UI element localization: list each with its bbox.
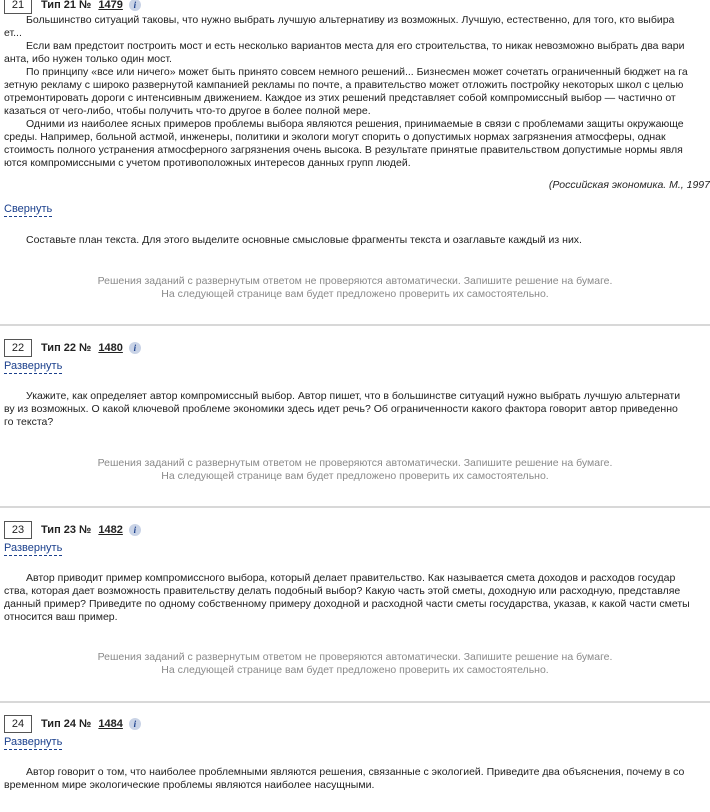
task-number: 21 <box>4 0 32 14</box>
task-type-label: Тип 24 № <box>41 717 92 730</box>
text-line: отремонтировать дороги с интенсивным движением. Каждое из этих решений представляет собой компромиссный выбор — частично от <box>4 92 676 104</box>
text-line: Одними из наиболее ясных примеров проблемы выбора являются решения, принимаемые в связи с проблемами защиты окружающе <box>26 118 684 130</box>
task-type-label: Тип 21 № <box>41 0 92 11</box>
expand-toggle[interactable]: Развернуть <box>4 736 63 748</box>
task-id-link[interactable]: 1479 <box>98 0 123 11</box>
text-line: зетную рекламу с широко развернутой кампанией рекламы по почте, а правительство может отложить постройку некоторых школ с целью <box>4 79 684 91</box>
task-id-link[interactable]: 1480 <box>98 341 123 354</box>
question-line: Автор говорит о том, что наиболее проблемными являются решения, связанные с экологией. Приведите два объяснения, почему в со <box>26 766 685 778</box>
info-icon[interactable]: i <box>129 524 141 536</box>
note-line: На следующей странице вам будет предложено проверить их самостоятельно. <box>161 664 549 676</box>
task-number: 23 <box>4 521 32 539</box>
task-header <box>4 339 141 357</box>
task-header <box>4 521 141 539</box>
task-type <box>41 524 123 537</box>
note-line: На следующей странице вам будет предложено проверить их самостоятельно. <box>161 288 549 300</box>
text-line: Если вам предстоит построить мост и есть несколько вариантов места для его строительства, то никак невозможно выбрать два вари <box>26 40 685 52</box>
info-icon[interactable]: i <box>129 718 141 730</box>
task-question <box>4 572 710 624</box>
task-text <box>4 14 710 170</box>
text-line: ет... <box>4 27 22 39</box>
task-number: 24 <box>4 715 32 733</box>
note-line: Решения заданий с развернутым ответом не проверяются автоматически. Запишите решение на бумаге. <box>97 651 613 663</box>
note-line: Решения заданий с развернутым ответом не проверяются автоматически. Запишите решение на бумаге. <box>97 275 613 287</box>
question-line: Автор приводит пример компромиссного выбора, который делает правительство. Как называется смета доходов и расходов государ <box>26 572 676 584</box>
text-line: Большинство ситуаций таковы, что нужно выбрать лучшую альтернативу из возможных. Лучшую, естественно, для того, кто выбира <box>26 14 675 26</box>
note-line: Решения заданий с развернутым ответом не проверяются автоматически. Запишите решение на бумаге. <box>97 457 613 469</box>
text-line: среды. Например, больной астмой, инженеры, политики и экологи могут спорить о допустимых нормах загрязнения атмосферы, однак <box>4 131 666 143</box>
task-type <box>41 718 123 731</box>
question-line: данный пример? Приведите по одному собственному примеру доходной и расходной части сметы государства, указав, к какой части сметы <box>4 598 690 610</box>
info-icon[interactable]: i <box>129 342 141 354</box>
task-id-link[interactable]: 1484 <box>98 717 123 730</box>
text-line: стоимость полного устранения атмосферного загрязнения очень высока. В результате принятые правительством допустимые нормы явля <box>4 144 683 156</box>
question-line: Укажите, как определяет автор компромиссный выбор. Автор пишет, что в большинстве ситуаций нужно выбрать лучшую альтернати <box>26 390 681 402</box>
info-icon[interactable]: i <box>129 0 141 11</box>
text-line: ются компромиссными с учетом противоположных интересов данных групп людей. <box>4 157 411 169</box>
task-header <box>4 715 141 733</box>
auto-check-note <box>0 651 710 677</box>
question-line: го текста? <box>4 416 54 428</box>
question-line: ства, которая дает возможность правительству делать подобный выбор? Какую часть этой сметы, доходную или расходную, представляе <box>4 585 681 597</box>
task-id-link[interactable]: 1482 <box>98 523 123 536</box>
task-question <box>4 390 710 429</box>
text-source: (Российская экономика. М., 1997 <box>548 179 710 191</box>
task-type-label: Тип 22 № <box>41 341 92 354</box>
question-line: Составьте план текста. Для этого выделите основные смысловые фрагменты текста и озаглавьте каждый из них. <box>26 234 582 246</box>
text-line: анта, ибо нужен только один мост. <box>4 53 172 65</box>
task-question <box>4 766 710 792</box>
separator <box>0 701 710 703</box>
expand-toggle[interactable]: Развернуть <box>4 360 63 372</box>
separator <box>0 324 710 326</box>
text-line: казаться от чего-либо, чтобы получить что-то другое в более полной мере. <box>4 105 371 117</box>
collapse-toggle[interactable]: Свернуть <box>4 203 53 215</box>
separator <box>0 506 710 508</box>
auto-check-note <box>0 457 710 483</box>
task-type <box>41 342 123 355</box>
task-number: 22 <box>4 339 32 357</box>
text-line: По принципу «все или ничего» может быть принято совсем немного решений... Бизнесмен может сочетать ограниченный бюджет на га <box>26 66 688 78</box>
task-type-label: Тип 23 № <box>41 523 92 536</box>
question-line: временном мире экологические проблемы являются наиболее насущными. <box>4 779 375 791</box>
note-line: На следующей странице вам будет предложено проверить их самостоятельно. <box>161 470 549 482</box>
question-line: относится ваш пример. <box>4 611 118 623</box>
question-line: ву из возможных. О какой ключевой проблеме экономики здесь идет речь? Об ограниченности какого фактора говорит автор приведенно <box>4 403 678 415</box>
task-type <box>41 0 123 12</box>
auto-check-note <box>0 275 710 301</box>
expand-toggle[interactable]: Развернуть <box>4 542 63 554</box>
task-question <box>26 234 710 247</box>
task-header <box>4 0 141 14</box>
